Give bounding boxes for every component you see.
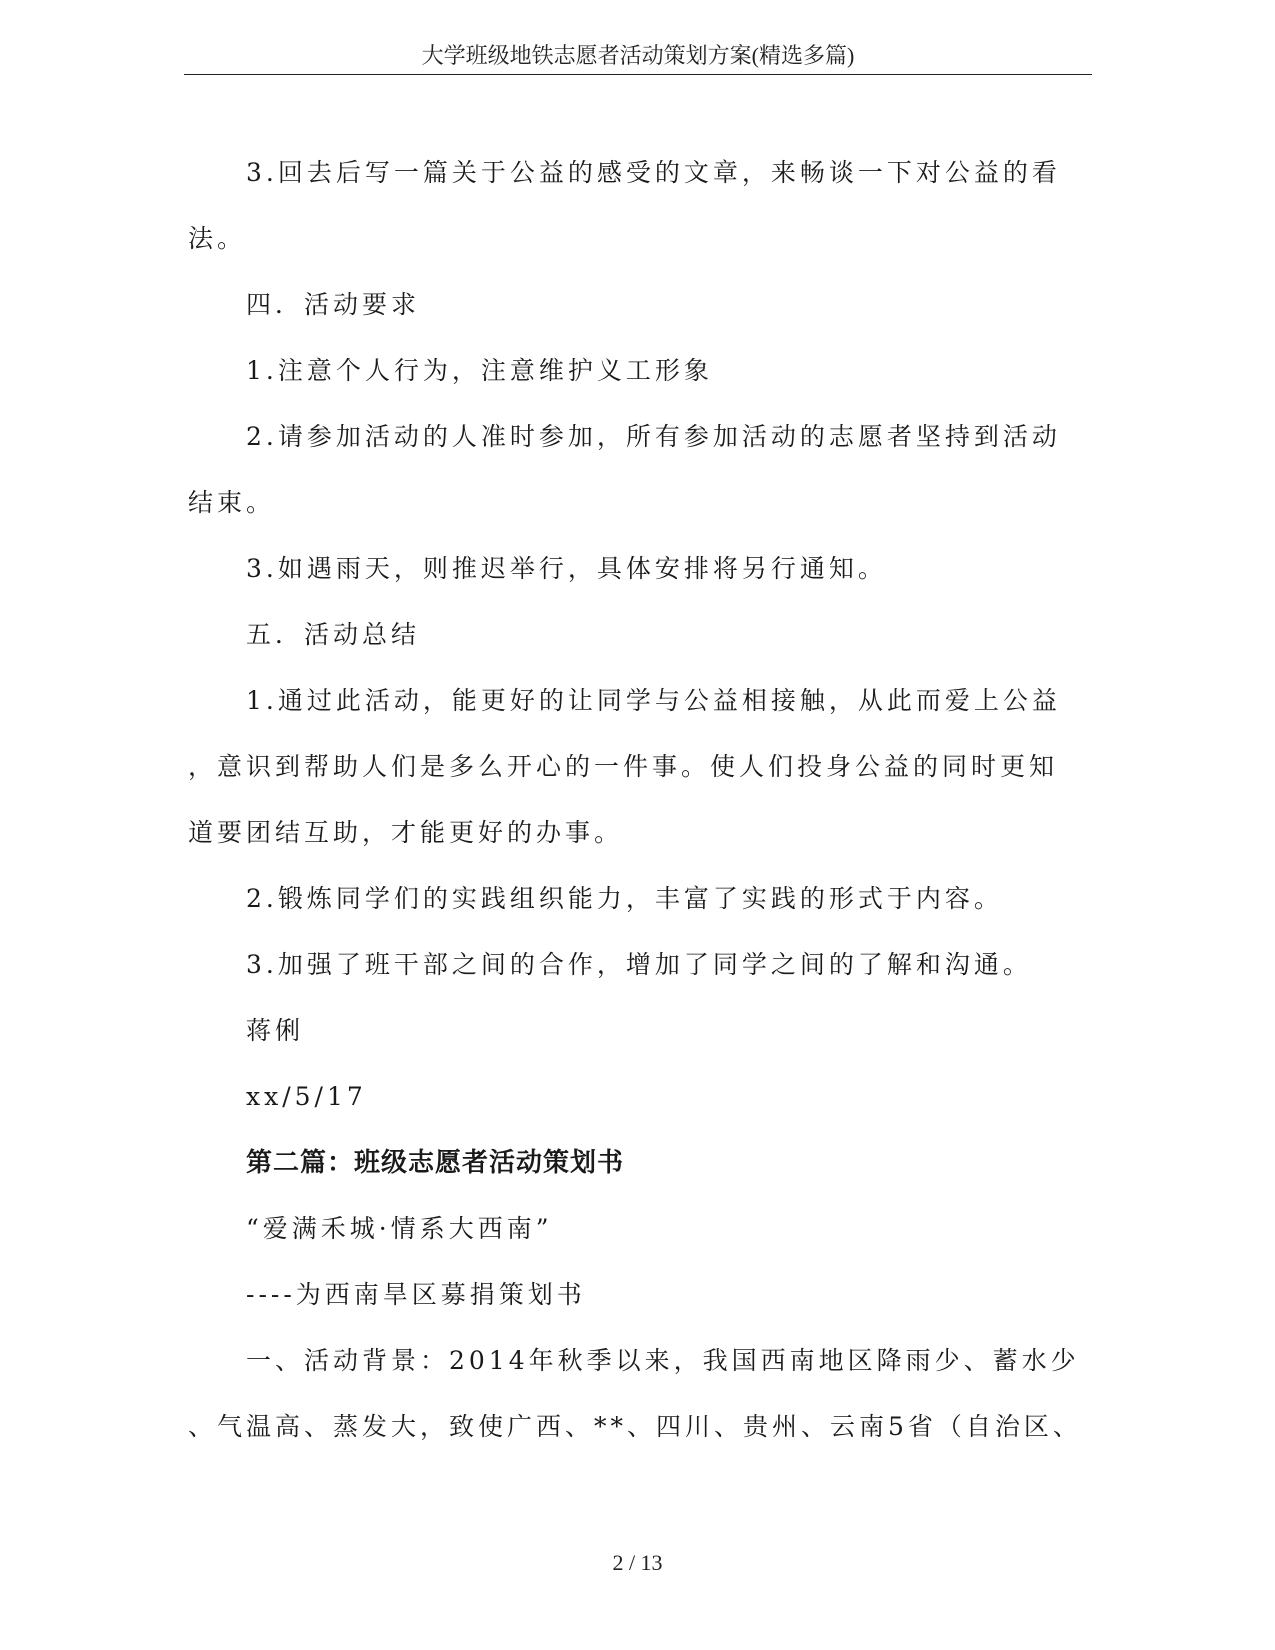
- body-line: 、气温高、蒸发大，致使广西、**、四川、贵州、云南5省（自治区、: [188, 1412, 1082, 1441]
- section-heading: 五．活动总结: [246, 620, 421, 649]
- page-number: 2 / 13: [612, 1550, 663, 1575]
- body-line: 1.通过此活动，能更好的让同学与公益相接触，从此而爱上公益: [246, 686, 1061, 715]
- body-line: 3.回去后写一篇关于公益的感受的文章，来畅谈一下对公益的看: [246, 158, 1061, 187]
- document-body: [188, 140, 1082, 1460]
- body-line: 一、活动背景：2014年秋季以来，我国西南地区降雨少、蓄水少: [246, 1346, 1080, 1375]
- body-line: 2.请参加活动的人准时参加，所有参加活动的志愿者坚持到活动: [246, 422, 1061, 451]
- chapter-heading: 第二篇：班级志愿者活动策划书: [246, 1148, 625, 1178]
- section-heading: 四．活动要求: [246, 290, 421, 319]
- subtitle: ----为西南旱区募捐策划书: [246, 1280, 586, 1309]
- document-title: 大学班级地铁志愿者活动策划方案(精选多篇): [421, 43, 855, 68]
- body-line: 结束。: [188, 488, 276, 517]
- body-line: 法。: [188, 224, 247, 253]
- slogan: “爱满禾城·情系大西南”: [246, 1214, 553, 1243]
- body-line: 3.如遇雨天，则推迟举行，具体安排将另行通知。: [246, 554, 887, 583]
- page-footer: [0, 1550, 1275, 1576]
- body-line: 2.锻炼同学们的实践组织能力，丰富了实践的形式于内容。: [246, 884, 1003, 913]
- document-date: xx/5/17: [246, 1082, 367, 1111]
- page-header: [184, 38, 1092, 75]
- body-line: 道要团结互助，才能更好的办事。: [188, 818, 624, 847]
- author-name: 蒋俐: [246, 1016, 305, 1045]
- body-line: 3.加强了班干部之间的合作，增加了同学之间的了解和沟通。: [246, 950, 1032, 979]
- body-line: 1.注意个人行为，注意维护义工形象: [246, 356, 713, 385]
- body-line: ，意识到帮助人们是多么开心的一件事。使人们投身公益的同时更知: [188, 752, 1059, 781]
